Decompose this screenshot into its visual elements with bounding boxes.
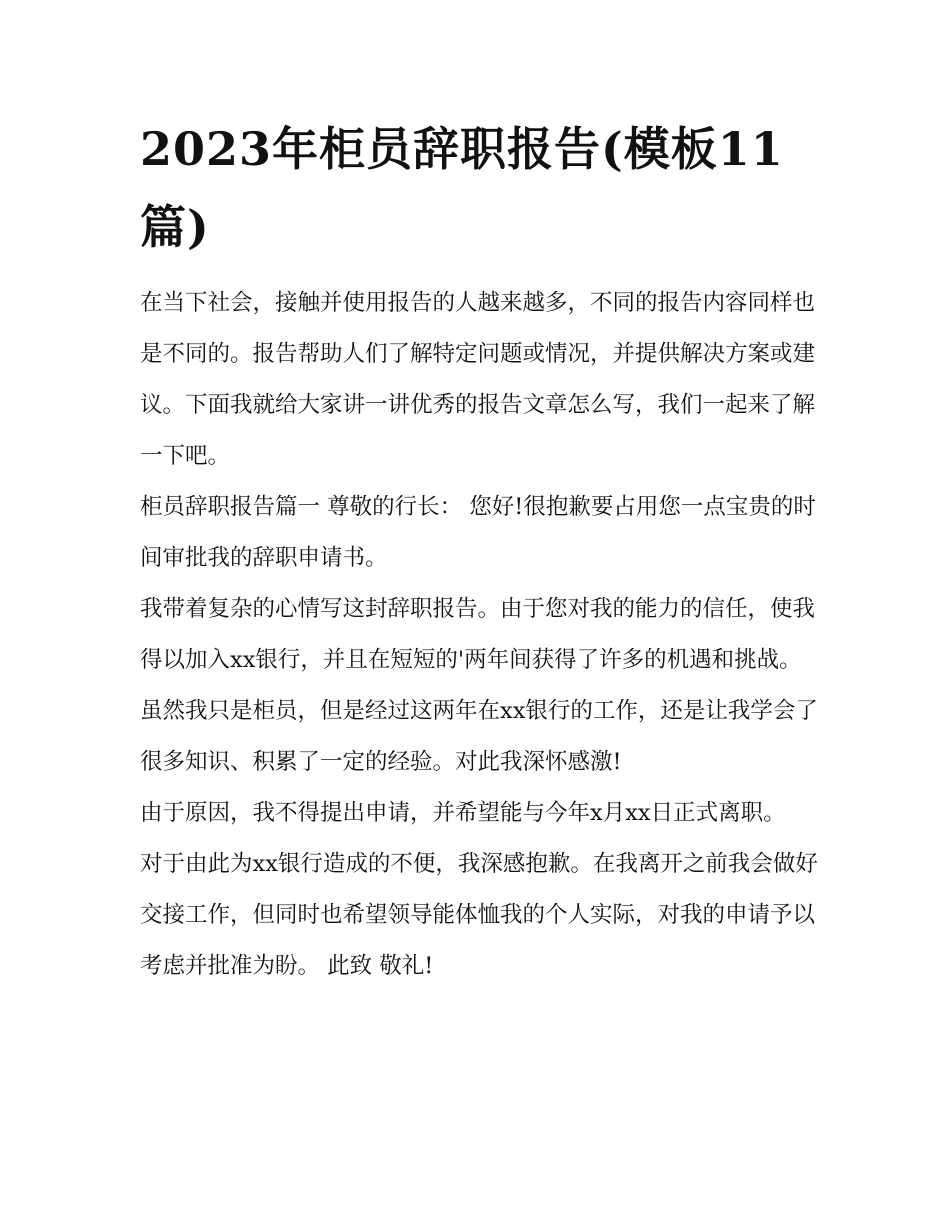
paragraph-body-2: 由于原因，我不得提出申请，并希望能与今年x月xx日正式离职。: [140, 800, 786, 826]
paragraph-salutation: 柜员辞职报告篇一 尊敬的行长： 您好!很抱歉要占用您一点宝贵的时间审批我的辞职申请书。: [140, 494, 816, 571]
paragraph-intro: 在当下社会，接触并使用报告的人越来越多，不同的报告内容同样也是不同的。报告帮助人们了解特定问题或情况，并提供解决方案或建议。下面我就给大家讲一讲优秀的报告文章怎么写，我们一起来了解一下吧。: [140, 290, 816, 469]
paragraph-body-1: 我带着复杂的心情写这封辞职报告。由于您对我的能力的信任，使我得以加入xx银行，并且在短短的'两年间获得了许多的机遇和挑战。虽然我只是柜员，但是经过这两年在xx银行的工作，还是让我学会了很多知识、积累了一定的经验。对此我深怀感激!: [140, 596, 818, 775]
document-page: [140, 110, 820, 992]
document-title: 2023年柜员辞职报告(模板11篇): [140, 122, 784, 254]
paragraph-closing: 对于由此为xx银行造成的不便，我深感抱歉。在我离开之前我会做好交接工作，但同时也希望领导能体恤我的个人实际，对我的申请予以考虑并批准为盼。 此致 敬礼!: [140, 851, 818, 979]
